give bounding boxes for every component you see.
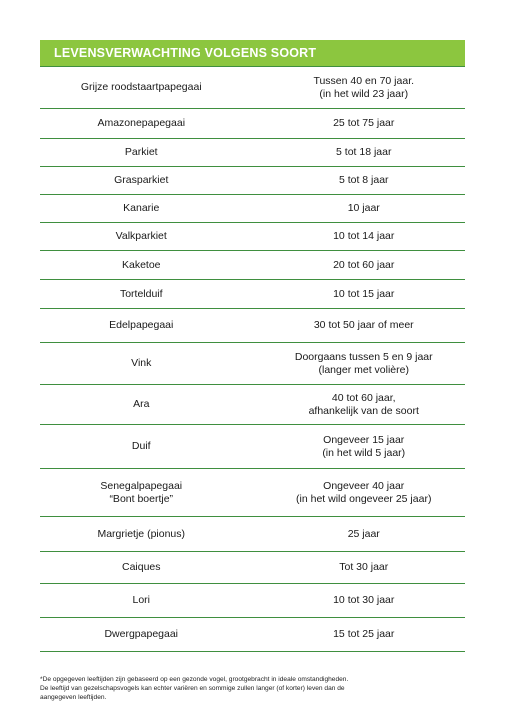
lifespan-cell: 25 jaar [347, 527, 380, 540]
lifespan-cell: Tot 30 jaar [339, 561, 389, 573]
species-cell: Dwergpapegaai [104, 628, 179, 640]
species-cell: Ara [133, 398, 150, 410]
species-cell: Vink [131, 357, 152, 369]
table-title: LEVENSVERWACHTING VOLGENS SOORT [54, 46, 317, 60]
table-row [40, 109, 465, 139]
table-title-banner [40, 40, 465, 66]
table-row [40, 469, 465, 517]
lifespan-cell: 10 tot 15 jaar [333, 287, 395, 300]
species-cell: Grasparkiet [114, 174, 169, 186]
footnote: *De opgegeven leeftijden zijn gebaseerd op een gezonde vogel, grootgebracht in ideale omstandigheden. De leeftijd van gezelschapsvogels kan echter variëren en sommige zullen langer (of korter) leven dan de aangegeven leeftijden. [40, 676, 349, 701]
species-cell: Grijze roodstaartpapegaai [80, 81, 202, 93]
table-row [40, 251, 465, 280]
species-cell: Caiques [121, 561, 161, 573]
table-row [40, 343, 465, 385]
lifespan-cell: 30 tot 50 jaar of meer [313, 319, 414, 331]
species-cell: Lori [132, 594, 150, 606]
table-row [40, 66, 465, 109]
species-cell: Tortelduif [119, 287, 163, 300]
table-row [40, 167, 465, 195]
lifespan-table [40, 66, 465, 652]
species-cell: Duif [131, 440, 151, 452]
table-row [40, 425, 465, 469]
lifespan-cell: 25 tot 75 jaar [333, 117, 395, 129]
lifespan-cell: Doorgaans tussen 5 en 9 jaar (langer met volière) [294, 350, 433, 376]
lifespan-cell: 40 tot 60 jaar, afhankelijk van de soort [308, 391, 419, 417]
table-row [40, 139, 465, 167]
table-row [40, 280, 465, 309]
lifespan-cell: Ongeveer 15 jaar (in het wild 5 jaar) [322, 433, 406, 459]
table-row [40, 223, 465, 251]
lifespan-cell: Tussen 40 en 70 jaar. (in het wild 23 jaar) [313, 74, 415, 100]
table-row [40, 385, 465, 425]
lifespan-cell: 10 tot 14 jaar [333, 230, 395, 242]
lifespan-cell: 5 tot 18 jaar [336, 146, 392, 158]
species-cell: Kaketoe [121, 258, 161, 271]
species-cell: Margrietje (pionus) [97, 527, 186, 540]
table-row [40, 517, 465, 552]
lifespan-cell: 15 tot 25 jaar [333, 628, 395, 640]
table-row [40, 584, 465, 618]
table-row [40, 309, 465, 343]
lifespan-cell: 20 tot 60 jaar [333, 258, 395, 271]
lifespan-cell: 10 tot 30 jaar [333, 594, 395, 606]
table-row [40, 195, 465, 223]
table-row [40, 618, 465, 652]
table-row [40, 552, 465, 584]
species-cell: Kanarie [123, 202, 160, 214]
species-cell: Valkparkiet [115, 230, 167, 242]
lifespan-cell: 5 tot 8 jaar [338, 174, 389, 186]
lifespan-cell: 10 jaar [347, 202, 380, 214]
species-cell: Edelpapegaai [109, 319, 174, 331]
lifespan-cell: Ongeveer 40 jaar (in het wild ongeveer 25 jaar) [296, 479, 432, 505]
species-cell: Senegalpapegaai “Bont boertje” [100, 479, 183, 505]
species-cell: Amazonepapegaai [97, 117, 186, 129]
species-cell: Parkiet [124, 146, 158, 158]
